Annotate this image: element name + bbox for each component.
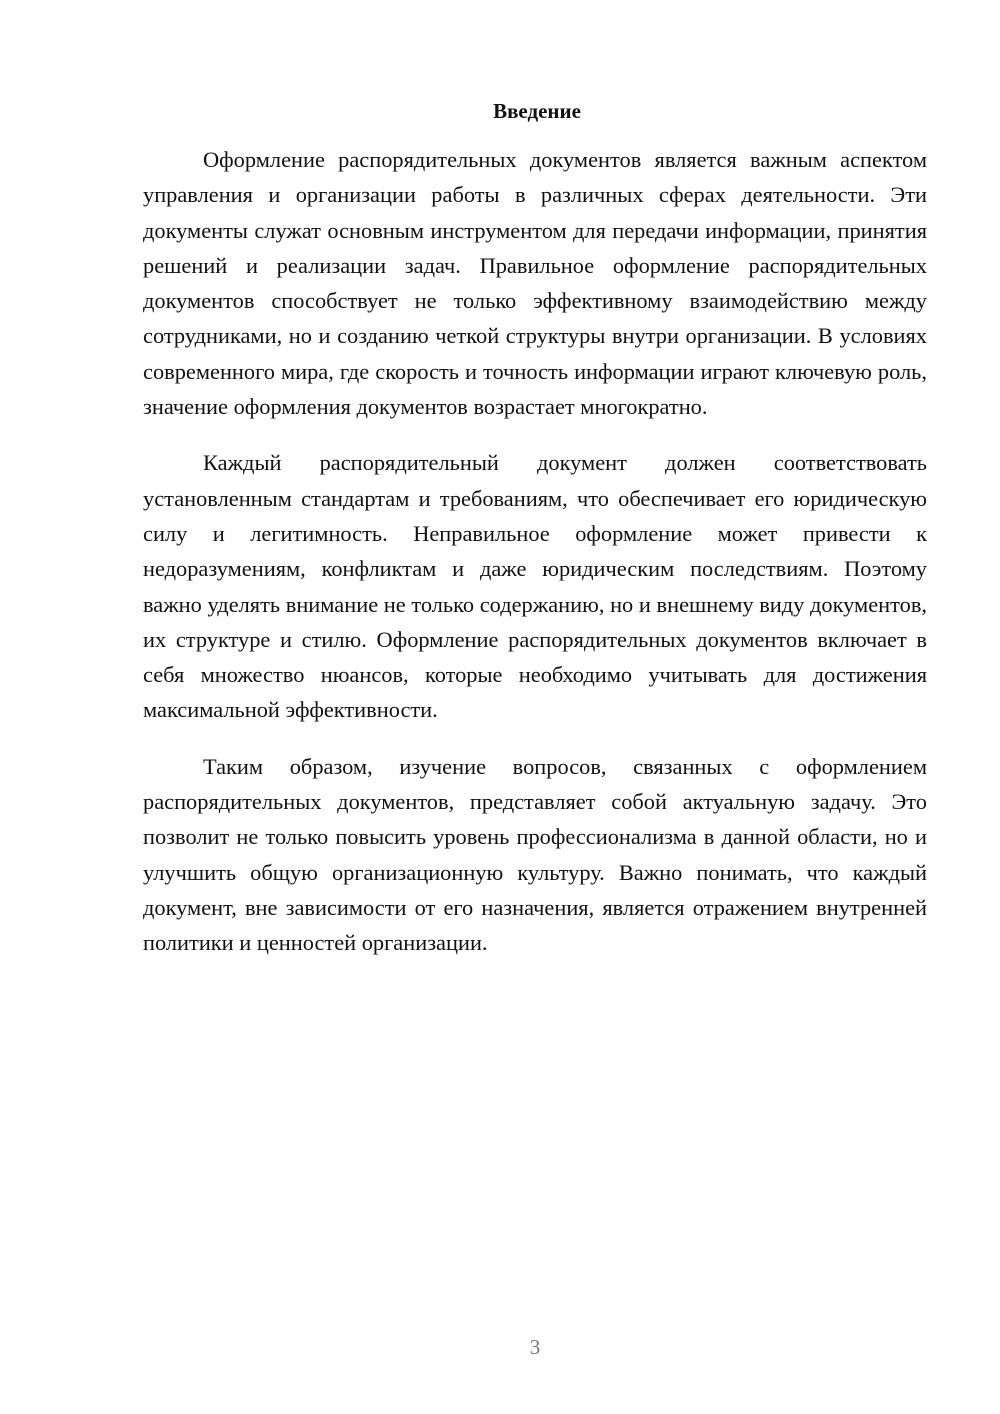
page-number: 3 — [529, 1335, 541, 1359]
paragraph-3: Таким образом, изучение вопросов, связанных с оформлением распорядительных документов, представляет собой актуальную задачу. Это позволит не только повысить уровень профессионализма в данной области, но и улучшить общую организационную культуру. Важно понимать, что каждый документ, вне зависимости от его назначения, является отражением внутренней политики и ценностей организации. — [143, 753, 927, 956]
paragraph-1: Оформление распорядительных документов является важным аспектом управления и организации работы в различных сферах деятельности. Эти документы служат основным инструментом для передачи информации, принятия решений и реализации задач. Правильное оформление распорядительных документов способствует не только эффективному взаимодействию между сотрудниками, но и созданию четкой структуры внутри организации. В условиях современного мира, где скорость и точность информации играют ключевую роль, значение оформления документов возрастает многократно. — [143, 147, 927, 420]
paragraph-2: Каждый распорядительный документ должен соответствовать установленным стандартам и требованиям, что обеспечивает его юридическую силу и легитимность. Неправильное оформление может привести к недоразумениям, конфликтам и даже юридическим последствиям. Поэтому важно уделять внимание не только содержанию, но и внешнему виду документов, их структуре и стилю. Оформление распорядительных документов включает в себя множество нюансов, которые необходимо учитывать для достижения максимальной эффективности. — [143, 450, 927, 723]
section-heading: Введение — [493, 99, 581, 123]
page-content — [143, 96, 927, 961]
